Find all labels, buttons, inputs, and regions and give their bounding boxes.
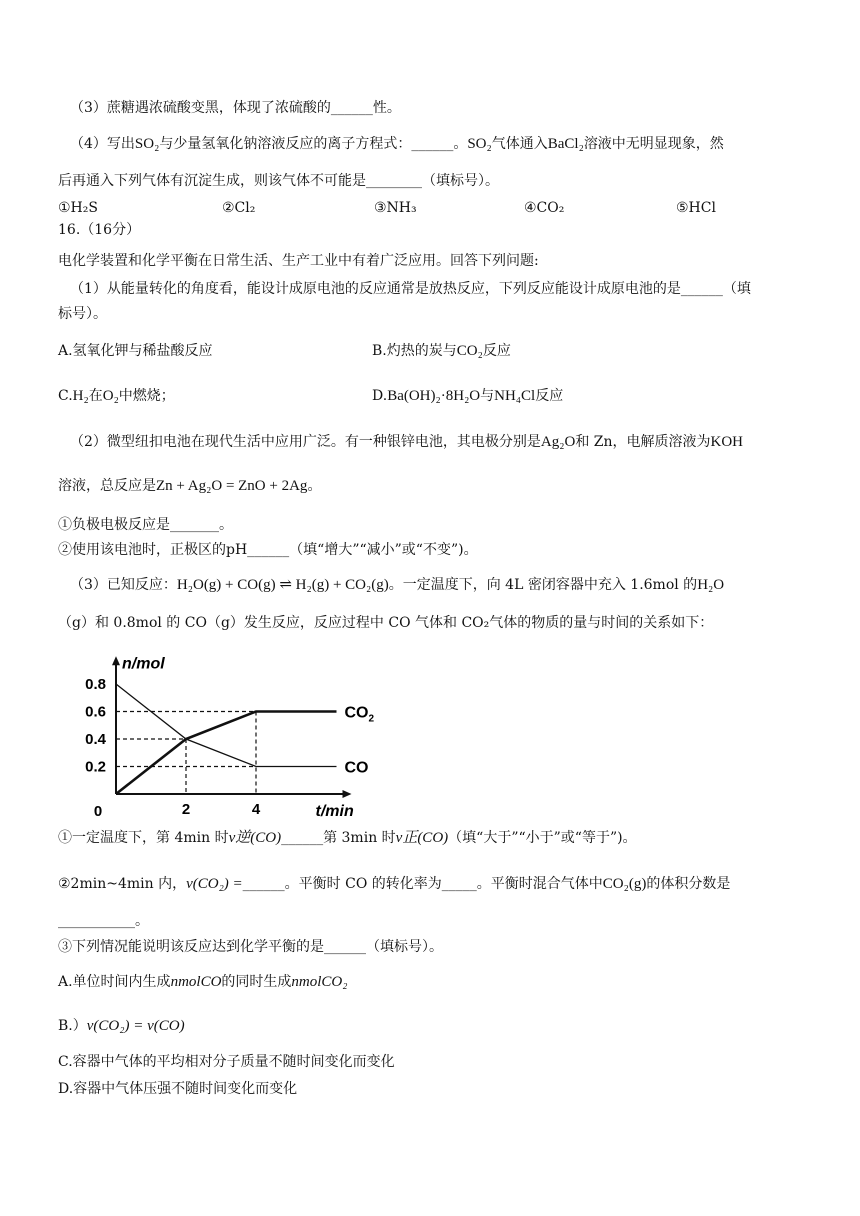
- series-label-co2: $CO_2$: [344, 704, 375, 725]
- q16-part2-line2: 溶液，总反应是Zn + Ag₂O = ZnO + 2Ag。: [58, 478, 322, 494]
- q16-option-c: C.H₂在O₂中燃烧；: [58, 388, 175, 404]
- equilibrium-equation: H₂O(g) + CO(g) ⇌ H₂(g) + CO₂(g): [176, 577, 389, 593]
- q16-option-3d: D.容器中气体压强不随时间变化而变化: [58, 1081, 298, 1097]
- q16-option-3a: A.单位时间内生成nmolCO的同时生成nmolCO₂: [58, 974, 348, 990]
- q16-part1-line1: （1）从能量转化的角度看，能设计成原电池的反应通常是放热反应，下列反应能设计成原电池的是______（填: [70, 281, 751, 297]
- q16-part2-line1: （2）微型纽扣电池在现代生活中应用广泛。有一种银锌电池，其电极分别是Ag₂O和 Zn，电解质溶液为KOH: [70, 434, 744, 450]
- q16-part3-sub3: ③下列情况能说明该反应达到化学平衡的是______（填标号）。: [58, 939, 443, 955]
- mole-time-chart: [70, 640, 390, 820]
- total-reaction: Zn + Ag₂O = ZnO + 2Ag: [156, 478, 308, 494]
- q15-option-1: ①H₂S: [58, 200, 98, 216]
- q15-option-3: ③NH₃: [374, 200, 417, 216]
- q16-header: 16.（16分）: [58, 222, 141, 238]
- series-co-line: [116, 684, 337, 767]
- q16-option-3b: B.）v(CO₂) = v(CO): [58, 1018, 185, 1034]
- y-tick-label: 0.2: [85, 758, 106, 776]
- q16-option-b: B.灼热的炭与CO₂反应: [372, 343, 511, 359]
- bacl2-formula: BaCl₂: [547, 136, 584, 152]
- q16-option-a: A.氢氧化钾与稀盐酸反应: [58, 343, 213, 359]
- q15-option-4: ④CO₂: [524, 200, 565, 216]
- q16-option-3c: C.容器中气体的平均相对分子质量不随时间变化而变化: [58, 1054, 395, 1070]
- q16-part3-line1: （3）已知反应：H₂O(g) + CO(g) ⇌ H₂(g) + CO₂(g)。一定温度下，向 4L 密闭容器中充入 1.6mol 的H₂O: [70, 577, 725, 593]
- so2-formula: SO₂: [134, 136, 160, 152]
- y-axis-label: n/mol: [122, 655, 165, 673]
- y-tick-label: 0.8: [85, 676, 106, 693]
- q16-part3-blank: ___________。: [58, 913, 149, 929]
- y-tick-label: 0.6: [85, 703, 106, 721]
- q15-part3: （3）蔗糖遇浓硫酸变黑，体现了浓硫酸的______性。: [70, 100, 401, 116]
- y-tick-label: 0.4: [85, 731, 106, 748]
- q16-part1-line2: 标号）。: [58, 306, 107, 322]
- x-tick-label: 4: [251, 801, 261, 818]
- q15-part4-line1: （4）写出SO₂与少量氢氧化钠溶液反应的离子方程式：______。SO₂气体通入BaCl₂溶液中无明显现象，然: [70, 136, 724, 152]
- q16-part3-sub2: ②2min~4min 内，v(CO₂) =______。平衡时 CO 的转化率为_____。平衡时混合气体中CO₂(g)的体积分数是: [58, 876, 731, 892]
- q16-part2-sub1: ①负极电极反应是_______。: [58, 517, 233, 533]
- x-axis-label: t/min: [315, 803, 354, 820]
- q15-part4-line2: 后再通入下列气体有沉淀生成，则该气体不可能是________（填标号）。: [58, 173, 499, 189]
- series-label-co: CO: [344, 759, 369, 777]
- series-co2-line: [116, 712, 337, 795]
- q16-part3-line2: （g）和 0.8mol 的 CO（g）发生反应，反应过程中 CO 气体和 CO₂气体的物质的量与时间的关系如下：: [58, 615, 714, 631]
- y-axis-arrow: [112, 656, 120, 665]
- q15-option-2: ②Cl₂: [222, 200, 256, 216]
- q15-option-5: ⑤HCl: [676, 200, 716, 216]
- x-axis-arrow: [343, 790, 352, 798]
- q16-part3-sub1: ①一定温度下，第 4min 时v逆(CO)______第 3min 时v正(CO)（填“大于”“小于”或“等于”)。: [58, 830, 637, 846]
- q16-part2-sub2: ②使用该电池时，正极区的pH______（填“增大”“减小”或“不变”)。: [58, 542, 478, 558]
- x-tick-label: 2: [181, 801, 191, 818]
- q16-option-d: D.Ba(OH)₂·8H₂O与NH₄Cl反应: [372, 388, 564, 404]
- origin-label: 0: [93, 803, 103, 820]
- q16-intro: 电化学装置和化学平衡在日常生活、生产工业中有着广泛应用。回答下列问题:: [58, 253, 539, 269]
